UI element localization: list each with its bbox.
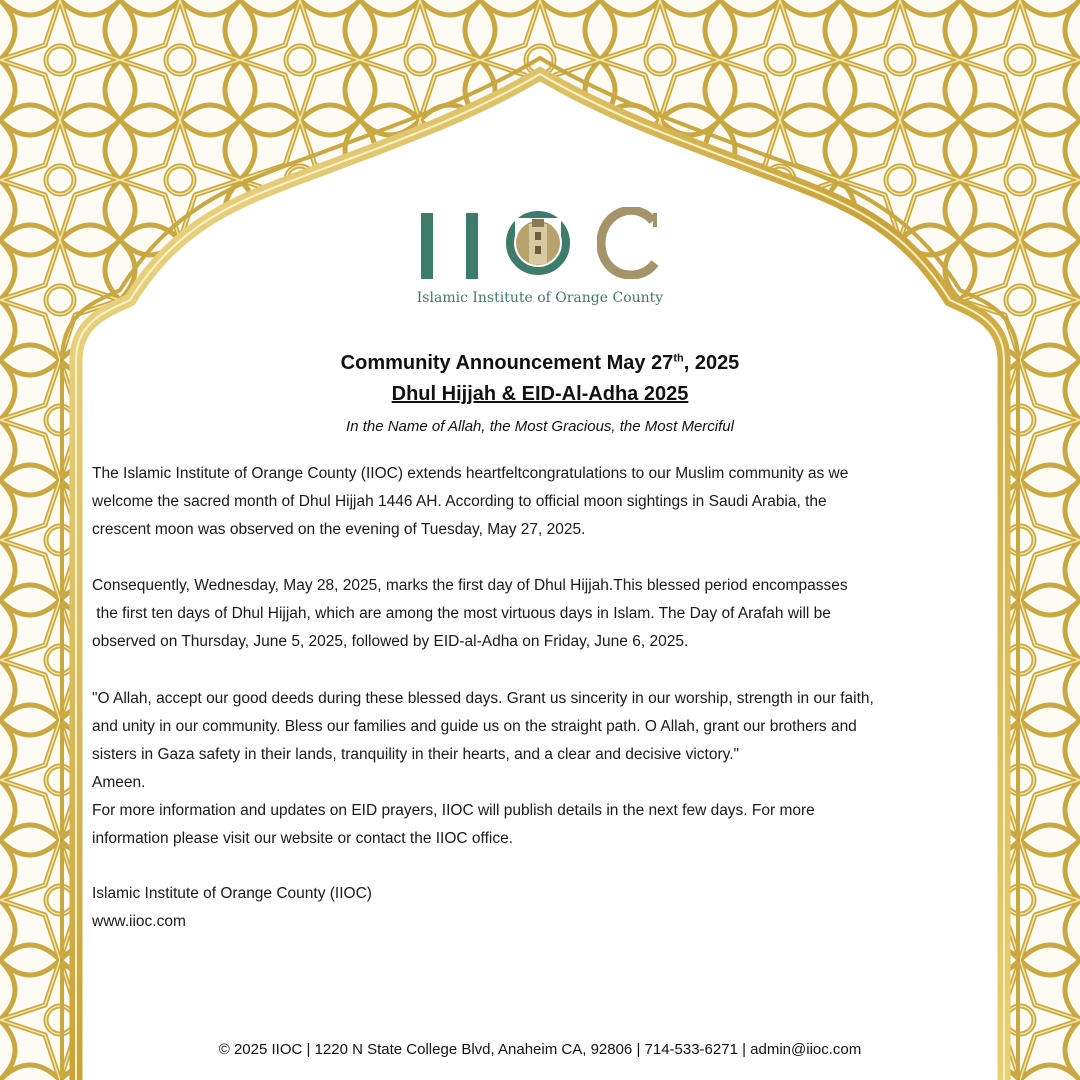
paragraph-congratulations: The Islamic Institute of Orange County (IIOC) extends heartfeltcongratulations to our Muslim community as we welcome the sacred month of Dhul Hijjah 1446 AH. According to official moon sightings in Saudi Arabia, the crescent moon was observed on the evening of Tuesday, May 27, 2025.	[92, 465, 849, 538]
iioc-logo	[0, 205, 1080, 315]
footer-contact: © 2025 IIOC | 1220 N State College Blvd, Anaheim CA, 92806 | 714-533-6271 | admin@iioc.com	[218, 1041, 862, 1058]
page-title: Community Announcement May 27th, 2025	[340, 352, 740, 374]
basmala-line: In the Name of Allah, the Most Gracious, the Most Merciful	[346, 418, 734, 435]
logo-tower-icon	[505, 210, 571, 276]
signature-org: Islamic Institute of Orange County (IIOC)	[92, 885, 372, 902]
paragraph-dates: Consequently, Wednesday, May 28, 2025, marks the first day of Dhul Hijjah.This blessed period encompasses the first ten days of Dhul Hijjah, which are among the most virtuous days in Islam. The Day of Arafah will be observed on Thursday, June 5, 2025, followed by EID-al-Adha on Friday, June 6, 2025.	[92, 577, 848, 650]
signature	[92, 880, 992, 936]
logo-subtitle: Islamic Institute of Orange County	[416, 290, 664, 306]
logo-letter-i	[466, 213, 478, 279]
logo-letter-i	[421, 213, 433, 279]
announcement-subtitle: Dhul Hijjah & EID-Al-Adha 2025	[391, 383, 689, 405]
website-link[interactable]: www.iioc.com	[92, 913, 186, 930]
logo-letter-c	[597, 207, 663, 279]
paragraph-dua: "O Allah, accept our good deeds during these blessed days. Grant us sincerity in our worship, strength in our faith, and unity in our community. Bless our families and guide us on the straight path. O Allah, grant our brothers and sisters in Gaza safety in their lands, tranquility in their hearts, and a clear and decisive victory." Ameen. For more information and updates on EID prayers, IIOC will publish details in the next few days. For more information please visit our website or contact the IIOC office.	[92, 690, 874, 847]
